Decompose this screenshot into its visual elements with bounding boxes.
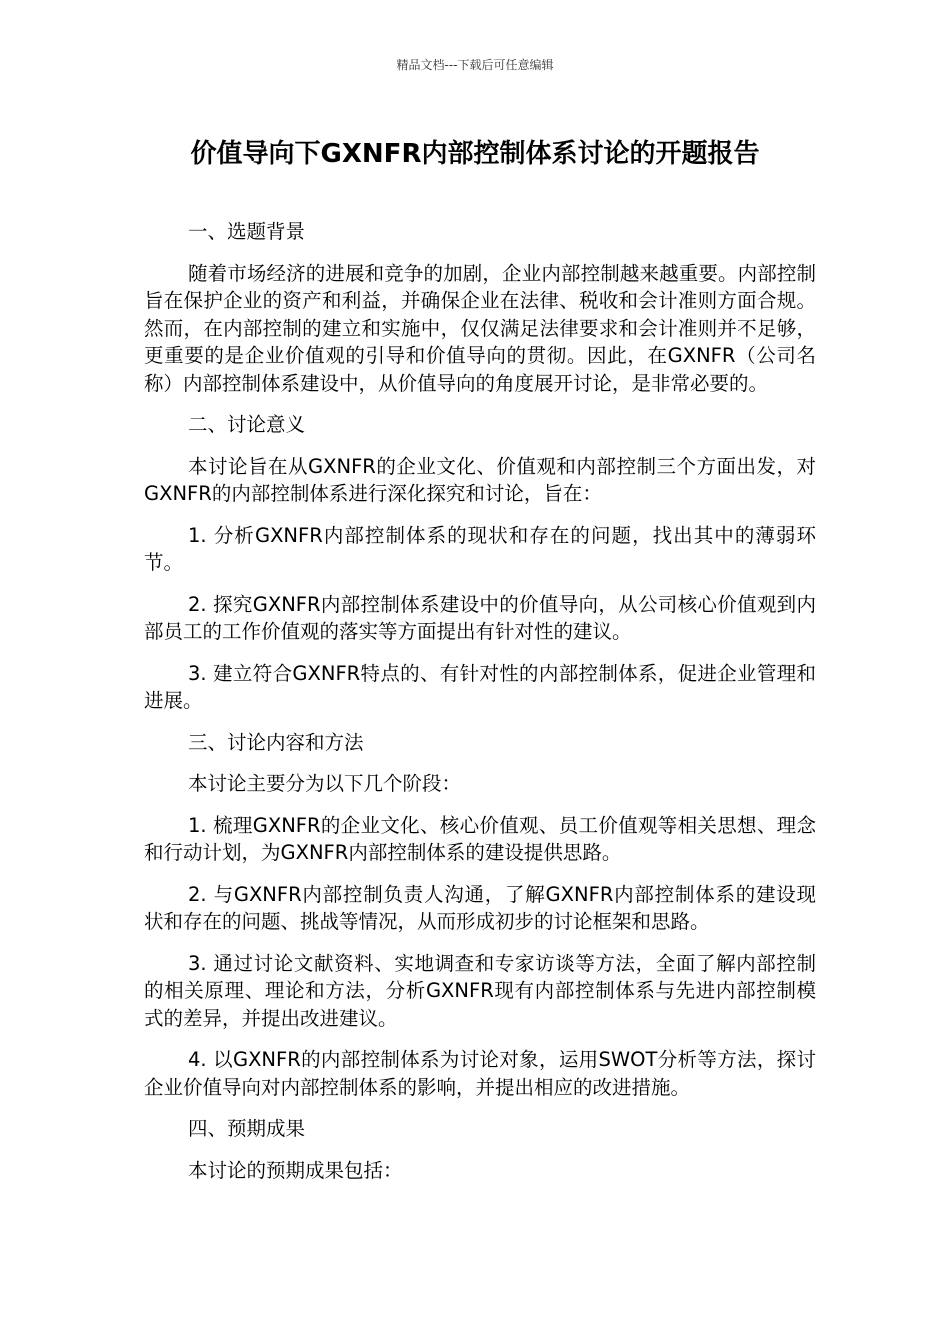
paragraph-stages-intro: 本讨论主要分为以下几个阶段：: [188, 772, 462, 795]
section-heading-expected-results: 四、预期成果: [188, 1117, 306, 1140]
list-item-significance-1: 1. 分析GXNFR内部控制体系的现状和存在的问题，找出其中的薄弱环节。: [144, 523, 816, 574]
section-heading-significance: 二、讨论意义: [188, 413, 306, 436]
section-heading-content-method: 三、讨论内容和方法: [188, 730, 364, 754]
document-body: [144, 218, 816, 1198]
list-item-significance-2: 2. 探究GXNFR内部控制体系建设中的价值导向，从公司核心价值观到内部员工的工作价值观的落实等方面提出有针对性的建议。: [144, 592, 816, 643]
header-note: 精品文档---下载后可任意编辑: [396, 58, 554, 72]
list-item-stage-3: 3. 通过讨论文献资料、实地调查和专家访谈等方法，全面了解内部控制的相关原理、理论和方法，分析GXNFR现有内部控制体系与先进内部控制模式的差异，并提出改进建议。: [144, 951, 816, 1030]
list-item-significance-3: 3. 建立符合GXNFR特点的、有针对性的内部控制体系，促进企业管理和进展。: [144, 661, 816, 712]
section-heading-background: 一、选题背景: [188, 220, 306, 243]
paragraph-expected-results-intro: 本讨论的预期成果包括：: [188, 1158, 403, 1182]
paragraph-background: 随着市场经济的进展和竞争的加剧，企业内部控制越来越重要。内部控制旨在保护企业的资产和利益，并确保企业在法律、税收和会计准则方面合规。然而，在内部控制的建立和实施中，仅仅满足法律要求和会计准则并不足够，更重要的是企业价值观的引导和价值导向的贯彻。因此，在GXNFR（公司名称）内部控制体系建设中，从价值导向的角度展开讨论，是非常必要的。: [144, 261, 816, 395]
paragraph-significance-intro: 本讨论旨在从GXNFR的企业文化、价值观和内部控制三个方面出发，对GXNFR的内部控制体系进行深化探究和讨论，旨在：: [144, 454, 816, 505]
list-item-stage-2: 2. 与GXNFR内部控制负责人沟通，了解GXNFR内部控制体系的建设现状和存在的问题、挑战等情况，从而形成初步的讨论框架和思路。: [144, 882, 816, 933]
list-item-stage-4: 4. 以GXNFR的内部控制体系为讨论对象，运用SWOT分析等方法，探讨企业价值导向对内部控制体系的影响，并提出相应的改进措施。: [144, 1048, 816, 1099]
list-item-stage-1: 1. 梳理GXNFR的企业文化、核心价值观、员工价值观等相关思想、理念和行动计划，为GXNFR内部控制体系的建设提供思路。: [144, 813, 816, 864]
document-title: 价值导向下GXNFR内部控制体系讨论的开题报告: [190, 139, 760, 169]
